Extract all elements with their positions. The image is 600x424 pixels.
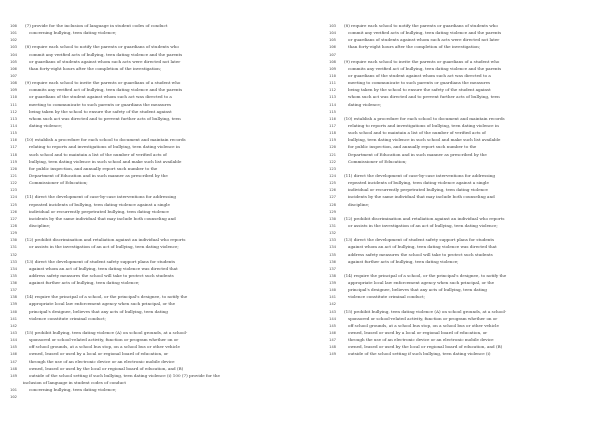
line-text: individual or recurrently perpetrated bullying, teen dating violence [29,208,169,214]
document-line [329,322,591,329]
line-number: 124 [10,194,18,200]
document-line [329,279,591,286]
document-line [329,43,591,50]
line-number: 118 [10,151,18,157]
line-text: or guardians of the student against whom such act was directed to a [348,72,491,78]
line-text: sponsored or school-related activity, function or program whether on or [29,337,179,343]
line-text: or assists in the investigation of an act of bullying, teen dating violence; [29,244,179,250]
line-text: (10) establish a procedure for each school to document and maintain records [344,115,505,121]
document-line [10,36,310,43]
line-text: inclusion of language in student codes of conduct [23,380,127,386]
right-text-column [329,22,591,358]
line-text: dating violence; [29,122,63,128]
line-number: 135 [10,272,18,278]
line-text: individual or recurrently perpetrated bullying, teen dating violence [348,187,488,193]
line-number: 129 [329,208,337,214]
line-text: appropriate local law enforcement agency when such principal, or the [29,301,176,307]
line-number: 104 [10,51,18,57]
line-number: 111 [329,80,337,86]
line-text: address safety measures the school will take to protect such students [29,272,174,278]
line-number: 123 [10,187,18,193]
line-number: 145 [10,344,18,350]
line-text: such school and to maintain a list of the number of verified acts of [29,151,167,157]
document-line [329,165,591,172]
document-line [329,286,591,293]
line-number: 142 [10,322,18,328]
line-number: 138 [329,272,337,278]
line-number: 121 [329,151,337,157]
line-number: 110 [329,72,337,78]
document-line [10,315,310,322]
line-text: outside of the school setting if such bullying, teen dating violence (i) 100 (7) provide for the [29,372,220,378]
line-number: 111 [10,101,18,107]
line-number: 133 [10,258,18,264]
line-number: 124 [329,172,337,178]
document-line [10,179,310,186]
line-text: (11) direct the development of case-by-case interventions for addressing [344,172,495,178]
line-text: (15) prohibit bullying, teen dating violence (A) on school grounds, at a school- [25,330,188,336]
line-number: 116 [329,115,337,121]
line-text: off school grounds, at a school bus stop, on a school bus or other vehicle [348,322,499,328]
line-number: 125 [10,201,18,207]
document-line [329,65,591,72]
document-line [10,143,310,150]
document-line [10,236,310,243]
document-line [329,258,591,265]
line-number: 137 [329,265,337,271]
line-text: violence constitute criminal conduct; [29,315,106,321]
document-line [329,86,591,93]
line-number: 127 [329,194,337,200]
line-number: 140 [10,308,18,314]
document-line [10,186,310,193]
line-text: bullying, teen dating violence in such school and make such list available [348,137,501,143]
document-line [10,372,310,379]
line-number: 141 [329,294,337,300]
line-number: 149 [329,351,337,357]
line-number: 113 [10,115,18,121]
document-line [10,293,310,300]
document-line [10,286,310,293]
document-line [329,72,591,79]
line-text: sponsored or school-related activity, function or program whether on or [348,315,498,321]
line-text: concerning bullying, teen dating violence; [29,387,117,393]
line-number: 109 [329,65,337,71]
document-line [329,343,591,350]
line-text: (9) require each school to invite the parents or guardians of a student who [25,80,181,86]
line-number: 146 [10,351,18,357]
line-number: 139 [329,280,337,286]
line-text: (10) establish a procedure for each school to document and maintain records [25,137,186,143]
line-text: discipline; [29,222,51,228]
line-text: principal's designee, believes that any acts of bullying, teen dating [29,308,168,314]
document-line [10,165,310,172]
line-text: meeting to communicate to such parents or guardians the measures [29,101,172,107]
document-line [10,300,310,307]
line-number: 103 [10,44,18,50]
line-text: such school and to maintain a list of the number of verified acts of [348,130,486,136]
line-number: 109 [10,87,18,93]
line-text: owned, leased or used by a local or regional board of education, or [348,330,488,336]
line-text: outside of the school setting if such bullying, teen dating violence (i) [348,351,491,357]
document-line [10,279,310,286]
line-number: 122 [10,180,18,186]
line-number: 120 [329,144,337,150]
line-number: 107 [329,51,337,57]
line-text: against further acts of bullying, teen dating violence; [348,258,459,264]
line-text: commit any verified acts of bullying, teen dating violence and the parents [29,51,183,57]
document-line [329,208,591,215]
line-text: against whom an act of bullying, teen dating violence was directed that [29,265,178,271]
document-line [329,336,591,343]
document-line [329,172,591,179]
line-text: through the use of an electronic device or an electronic mobile device [348,337,494,343]
line-number: 100 [10,23,18,28]
line-number: 133 [329,237,337,243]
line-number: 130 [10,237,18,243]
line-number: 107 [10,72,18,78]
document-line [329,308,591,315]
line-number: 136 [10,280,18,286]
line-number: 105 [10,58,18,64]
line-number: 122 [329,158,337,164]
document-line [329,300,591,307]
document-line [329,29,591,36]
document-line [329,265,591,272]
line-number: 132 [10,251,18,257]
line-number: 119 [329,137,337,143]
line-number: 114 [10,122,18,128]
document-line [10,115,310,122]
document-line [329,36,591,43]
document-line [10,322,310,329]
line-number: 139 [10,301,18,307]
line-number: 143 [329,308,337,314]
document-line [329,151,591,158]
line-text: (15) prohibit bullying, teen dating violence (A) on school grounds, at a school- [344,308,507,314]
document-line [329,215,591,222]
line-number: 134 [329,244,337,250]
line-text: for public inspection, and annually report such number to the [348,144,477,150]
line-text: through the use of an electronic device or an electronic mobile device [29,358,175,364]
line-text: or assists in the investigation of an act of bullying, teen dating violence; [348,222,498,228]
line-number: 114 [329,101,337,107]
line-number: 145 [329,322,337,328]
line-number: 144 [329,315,337,321]
line-text: (12) prohibit discrimination and retaliation against an individual who reports [25,237,186,243]
document-line [329,272,591,279]
line-text: owned, leased or used by the local or regional board of education, and (B) [348,344,503,350]
document-line [10,329,310,336]
line-text: Department of Education and in such manner as prescribed by the [29,172,168,178]
document-line [329,93,591,100]
line-text: (14) require the principal of a school, or the principal's designee, to notify the [344,272,507,278]
line-text: or guardians of students against whom such acts were directed not later [348,37,500,43]
document-line [10,251,310,258]
document-line [329,22,591,29]
document-line [10,86,310,93]
line-number: 138 [10,294,18,300]
line-number: 101 [10,387,18,393]
line-number: 101 [10,30,18,36]
document-line [10,336,310,343]
line-number: 137 [10,287,18,293]
line-number: 127 [10,215,18,221]
document-line [10,208,310,215]
document-line [329,158,591,165]
document-line [10,72,310,79]
document-line [10,101,310,108]
line-text: (9) require each school to invite the parents or guardians of a student who [344,58,500,64]
line-text: discipline; [348,201,370,207]
line-number: 117 [329,122,337,128]
line-text: against further acts of bullying, teen dating violence; [29,280,140,286]
line-number: 147 [329,337,337,343]
document-line [329,179,591,186]
line-number: 128 [329,201,337,207]
line-text: (12) prohibit discrimination and retaliation against an individual who reports [344,215,505,221]
document-line [329,222,591,229]
line-text: violence constitute criminal conduct; [348,294,425,300]
line-number: 120 [10,165,18,171]
document-line [10,215,310,222]
document-line [329,293,591,300]
line-number: 147 [10,358,18,364]
line-text: relating to reports and investigations of bullying, teen dating violence in [29,144,180,150]
line-text: Commissioner of Education; [348,158,407,164]
line-text: (11) direct the development of case-by-case interventions for addressing [25,194,176,200]
document-line [329,58,591,65]
document-line [329,101,591,108]
line-text: against whom an act of bullying, teen dating violence was directed that [348,244,497,250]
line-text: (8) require each school to notify the parents or guardians of students who [25,44,179,50]
line-text: principal's designee, believes that any acts of bullying, teen dating [348,287,487,293]
document-line [329,136,591,143]
document-line [10,365,310,372]
line-number: 141 [10,315,18,321]
line-text: incidents by the same individual that may include both counseling and [29,215,176,221]
document-line [329,193,591,200]
line-number: 116 [10,137,18,143]
line-text: meeting to communicate to such parents or guardians the measures [348,80,491,86]
line-text: or guardians of the student against whom such act was directed to a [29,94,172,100]
line-number: 106 [329,44,337,50]
document-line [10,308,310,315]
line-number: 123 [329,165,337,171]
line-number: 119 [10,158,18,164]
document-line [10,343,310,350]
line-number: 105 [329,37,337,43]
line-number: 143 [10,330,18,336]
line-text: than forty-eight hours after the completion of the investigation; [29,65,162,71]
line-text: incidents by the same individual that may include both counseling and [348,194,495,200]
document-line [10,158,310,165]
line-text: being taken by the school to ensure the safety of the student against [29,108,172,114]
line-text: appropriate local law enforcement agency when such principal, or the [348,280,495,286]
document-line [329,122,591,129]
line-number: 142 [329,301,337,307]
line-text: concerning bullying, teen dating violence; [29,30,117,36]
document-line [10,93,310,100]
document-line [10,265,310,272]
line-text: than forty-eight hours after the completion of the investigation; [348,44,481,50]
document-line [10,151,310,158]
line-text: for public inspection, and annually report such number to the [29,165,158,171]
document-line [329,115,591,122]
line-number: 148 [10,365,18,371]
line-number: 128 [10,222,18,228]
line-number: 113 [329,94,337,100]
line-text: off school grounds, at a school bus stop, on a school bus or other vehicle [29,344,180,350]
line-text: commit any verified acts of bullying, teen dating violence and the parents [348,30,502,36]
line-text: whom such act was directed and to prevent further acts of bullying, teen [29,115,181,121]
document-line [329,243,591,250]
line-number: 136 [329,258,337,264]
document-line [10,65,310,72]
line-text: (7) provide for the inclusion of language in student codes of conduct [25,23,168,28]
document-line [10,229,310,236]
line-number: 134 [10,265,18,271]
document-line [329,51,591,58]
document-line [10,272,310,279]
document-line [329,129,591,136]
document-line [329,108,591,115]
line-number: 144 [10,337,18,343]
line-number: 131 [10,244,18,250]
document-line [10,222,310,229]
line-text: owned, leased or used by the local or regional board of education, and (B) [29,365,184,371]
document-line [329,186,591,193]
document-line [10,22,310,29]
line-number: 106 [10,65,18,71]
line-text: being taken by the school to ensure the safety of the student against [348,87,491,93]
document-line [329,229,591,236]
line-number: 140 [329,287,337,293]
line-text: (13) direct the development of student safety support plans for students [25,258,176,264]
document-line [329,143,591,150]
line-number: 115 [10,130,18,136]
line-text: Commissioner of Education; [29,180,88,186]
document-line [10,108,310,115]
line-text: owned, leased or used by a local or regional board of education, or [29,351,169,357]
document-line [329,79,591,86]
line-text: Department of Education and in such manner as prescribed by the [348,151,487,157]
line-number: 132 [329,230,337,236]
line-number: 126 [10,208,18,214]
line-number: 130 [329,215,337,221]
document-line [10,172,310,179]
line-number: 126 [329,187,337,193]
document-line [10,79,310,86]
line-number: 148 [329,344,337,350]
document-line [10,193,310,200]
line-number: 121 [10,172,18,178]
document-line [329,329,591,336]
line-text: dating violence; [348,101,382,107]
line-text: (13) direct the development of student safety support plans for students [344,237,495,243]
line-text: address safety measures the school will take to protect such students [348,251,493,257]
line-number: 146 [329,330,337,336]
document-line [10,136,310,143]
document-line [10,129,310,136]
line-number: 112 [10,108,18,114]
line-number: 118 [329,130,337,136]
line-text: repeated incidents of bullying, teen dating violence against a single [29,201,170,207]
document-line [10,29,310,36]
line-number: 103 [329,23,337,28]
document-line [329,315,591,322]
line-number: 102 [10,37,18,43]
document-line [10,258,310,265]
line-text: whom such act was directed and to prevent further acts of bullying, teen [348,94,500,100]
document-line [10,393,310,400]
document-line [10,201,310,208]
document-line [329,201,591,208]
document-line [10,350,310,357]
left-text-column [10,22,310,400]
document-line [10,122,310,129]
line-text: bullying, teen dating violence in such school and make such list available [29,158,182,164]
document-line [329,251,591,258]
line-text: commits any verified act of bullying, teen dating violence and the parents [348,65,502,71]
line-number: 117 [10,144,18,150]
line-number: 104 [329,30,337,36]
line-text: relating to reports and investigations of bullying, teen dating violence in [348,122,499,128]
document-line [329,236,591,243]
document-line [10,379,310,386]
line-number: 110 [10,94,18,100]
line-number: 102 [10,394,18,400]
line-text: (8) require each school to notify the parents or guardians of students who [344,23,498,28]
line-text: commits any verified act of bullying, teen dating violence and the parents [29,87,183,93]
document-line [10,51,310,58]
document-line [10,43,310,50]
document-line [10,243,310,250]
line-text: (14) require the principal of a school, or the principal's designee, to notify the [25,294,188,300]
line-number: 115 [329,108,337,114]
line-number: 135 [329,251,337,257]
line-text: repeated incidents of bullying, teen dating violence against a single [348,180,489,186]
document-line [10,386,310,393]
line-number: 108 [10,80,18,86]
line-number: 149 [10,372,18,378]
line-number: 112 [329,87,337,93]
document-line [10,358,310,365]
document-line [329,350,591,357]
line-number: 125 [329,180,337,186]
line-number: 129 [10,230,18,236]
line-number: 131 [329,222,337,228]
document-line [10,58,310,65]
line-number: 108 [329,58,337,64]
line-text: or guardians of students against whom such acts were directed not later [29,58,181,64]
